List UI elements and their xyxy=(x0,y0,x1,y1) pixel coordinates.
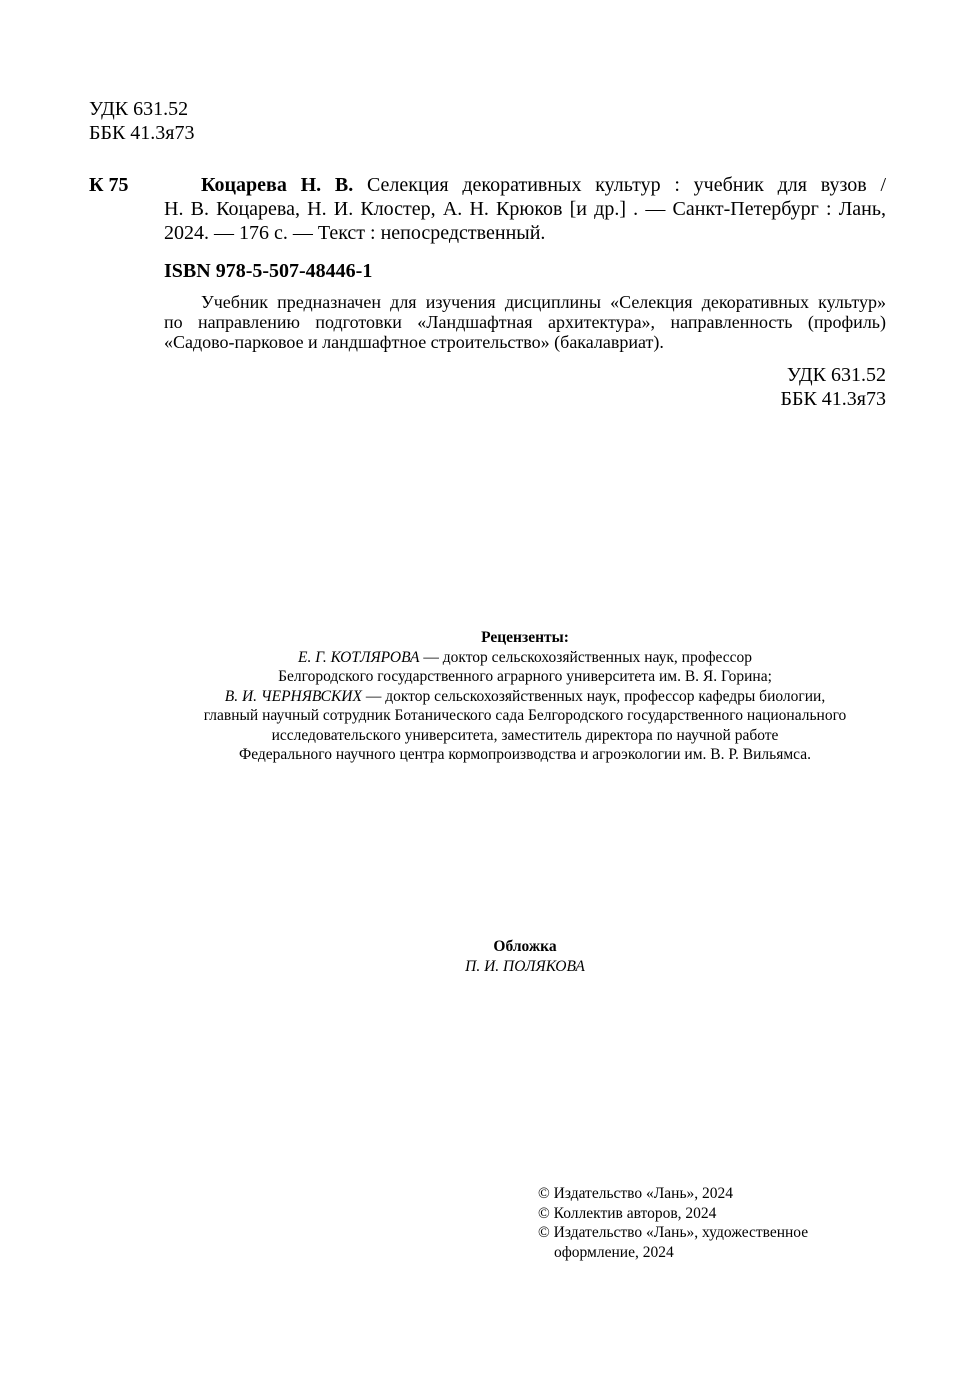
copyright-line-3: © Издательство «Лань», художественное xyxy=(538,1224,809,1241)
copyright-line-2: © Коллектив авторов, 2024 xyxy=(538,1204,717,1222)
reviewer-2-name: В. И. ЧЕРНЯВСКИХ xyxy=(224,687,362,705)
author-mark: К 75 xyxy=(89,174,129,196)
isbn: ISBN 978-5-507-48446-1 xyxy=(164,260,373,282)
entry-author: Коцарева Н. В. xyxy=(201,174,354,196)
reviewer-1-line-2: Белгородского государственного аграрного университета им. В. Я. Горина; xyxy=(278,668,772,685)
copyright-line-4: оформление, 2024 xyxy=(554,1243,674,1261)
top-classification-codes xyxy=(89,97,195,145)
reviewer-2-line-2: главный научный сотрудник Ботанического сада Белгородского государственного национального xyxy=(203,707,847,724)
entry-title: Селекция декоративных культур : учебник для вузов / xyxy=(366,174,887,196)
udk-code-repeat: УДК 631.52 xyxy=(786,364,886,386)
reviewer-2-desc: — доктор сельскохозяйственных наук, профессор кафедры биологии, xyxy=(361,687,826,705)
udk-code: УДК 631.52 xyxy=(89,98,189,120)
cover-heading: Обложка xyxy=(493,938,557,955)
entry-line-1 xyxy=(164,173,886,197)
reviewer-1-line-1 xyxy=(0,648,976,668)
reviewer-1-name: Е. Г. КОТЛЯРОВА xyxy=(297,648,420,666)
reviewers-heading: Рецензенты: xyxy=(481,629,569,646)
bibliographic-entry xyxy=(164,173,886,245)
annotation-line-1: Учебник предназначен для изучения дисциплины «Селекция декоративных культур» xyxy=(201,292,886,312)
reviewer-2-line-1 xyxy=(0,687,976,707)
reviewer-2-line-4: Федерального научного центра кормопроизводства и агроэкологии им. В. Р. Вильямса. xyxy=(238,746,812,763)
entry-line-2: Н. В. Коцарева, Н. И. Клостер, А. Н. Крюков [и др.] . — Санкт-Петербург : Лань, xyxy=(164,198,886,220)
reviewers-block xyxy=(0,628,976,765)
reviewer-1-desc: — доктор сельскохозяйственных наук, профессор xyxy=(419,648,753,666)
annotation-line-3: «Садово-парковое и ландшафтное строительство» (бакалавриат). xyxy=(164,332,664,352)
copyright-block xyxy=(538,1184,808,1262)
bottom-classification-codes xyxy=(780,363,886,411)
bbk-code-repeat: ББК 41.3я73 xyxy=(780,388,886,410)
annotation-line-2: по направлению подготовки «Ландшафтная архитектура», направленность (профиль) xyxy=(164,312,886,332)
reviewer-2-line-3: исследовательского университета, заместитель директора по научной работе xyxy=(271,726,779,744)
cover-designer-name: П. И. ПОЛЯКОВА xyxy=(465,957,585,975)
copyright-line-1: © Издательство «Лань», 2024 xyxy=(538,1185,734,1202)
annotation xyxy=(164,292,886,352)
entry-line-3: 2024. — 176 с. — Текст : непосредственный. xyxy=(164,222,546,244)
bbk-code: ББК 41.3я73 xyxy=(89,122,195,144)
cover-credit xyxy=(0,937,976,976)
